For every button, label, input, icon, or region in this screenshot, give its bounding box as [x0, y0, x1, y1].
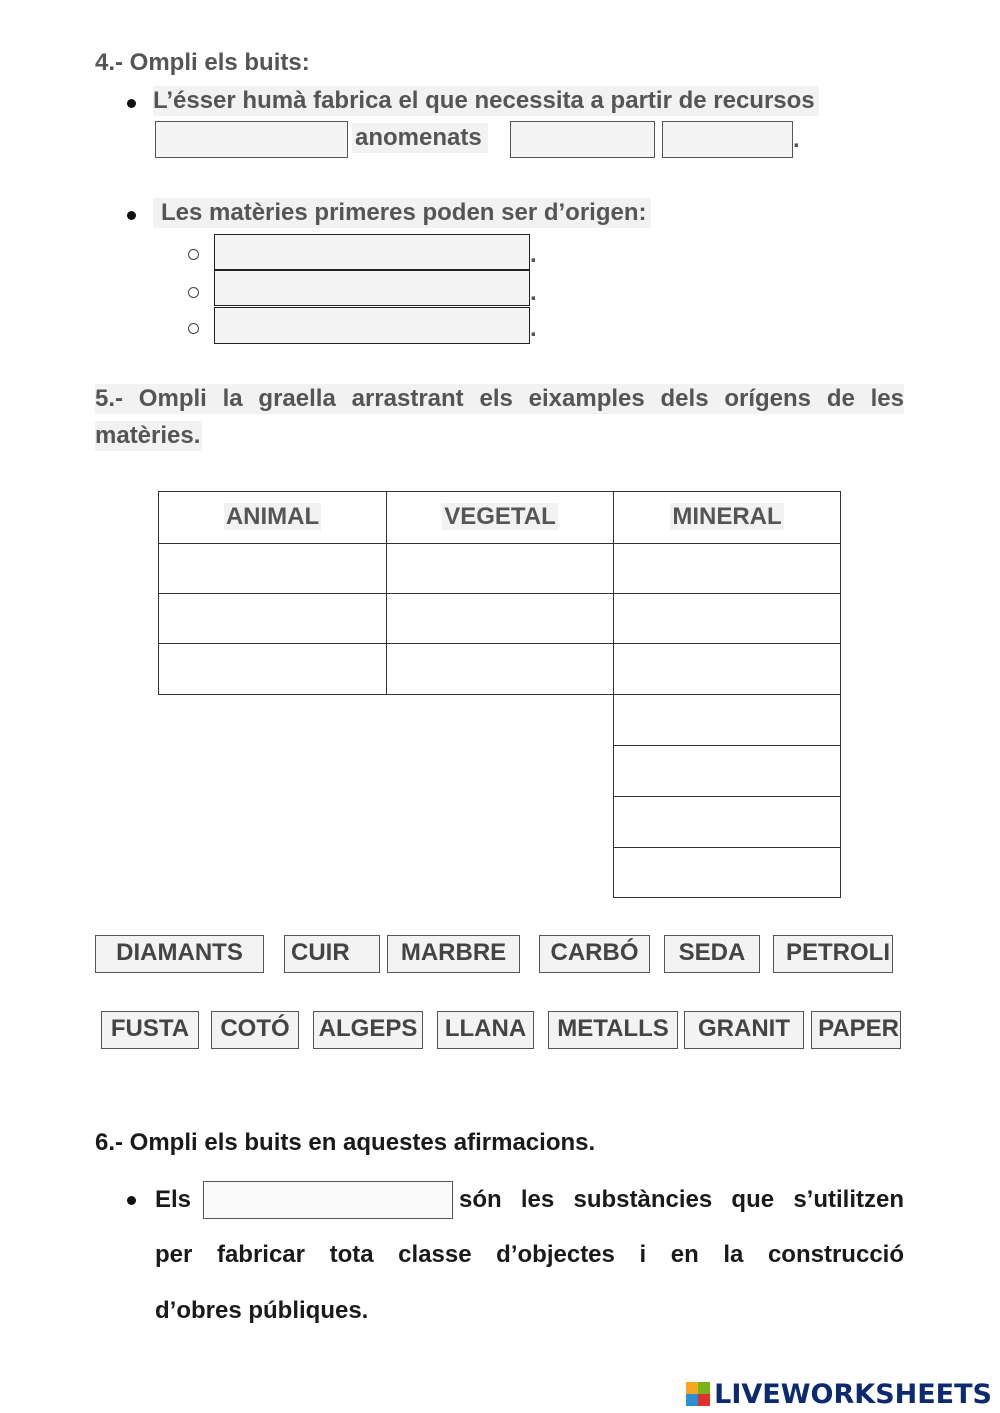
- table-drop-cell-mineral-3[interactable]: [613, 643, 841, 695]
- q6-line3: d’obres públiques.: [155, 1297, 369, 1324]
- drag-chip[interactable]: FUSTA: [101, 1011, 199, 1049]
- drag-chip[interactable]: LLANA: [437, 1011, 534, 1049]
- q4-blank-name-1[interactable]: [510, 121, 655, 158]
- table-drop-cell-mineral-7[interactable]: [613, 847, 841, 898]
- circle-bullet-icon: [188, 287, 199, 298]
- bullet-icon: [127, 211, 136, 220]
- q4-bullet2-text: Les matèries primeres poden ser d’origen:: [153, 198, 651, 228]
- q4-title: 4.- Ompli els buits:: [95, 49, 310, 76]
- table-drop-cell-mineral-4[interactable]: [613, 694, 841, 746]
- circle-bullet-icon: [188, 249, 199, 260]
- q4-origin-blank-1[interactable]: [214, 234, 530, 270]
- q4-blank-resources[interactable]: [155, 121, 348, 158]
- q4-period: .: [530, 279, 537, 306]
- q5-title-line1: 5.- Ompli la graella arrastrant els eixamples dels orígens de les: [95, 385, 904, 412]
- drag-chip[interactable]: CARBÓ: [539, 935, 650, 973]
- drag-chip[interactable]: GRANIT: [684, 1011, 804, 1049]
- q4-blank-name-2[interactable]: [662, 121, 793, 158]
- table-drop-cell-animal-3[interactable]: [158, 643, 387, 695]
- table-header-animal: ANIMAL: [225, 503, 320, 530]
- q6-line2: per fabricar tota classe d’objectes i en la construcció: [155, 1241, 904, 1268]
- circle-bullet-icon: [188, 323, 199, 334]
- table-drop-cell-mineral-2[interactable]: [613, 593, 841, 644]
- table-drop-cell-animal-1[interactable]: [158, 543, 387, 594]
- drag-chip[interactable]: MARBRE: [387, 935, 520, 973]
- table-header-mineral: MINERAL: [672, 503, 782, 530]
- liveworksheets-brand: LIVEWORKSHEETS: [714, 1378, 992, 1410]
- q4-bullet1-text: L’ésser humà fabrica el que necessita a partir de recursos: [153, 86, 819, 116]
- drag-chip[interactable]: COTÓ: [211, 1011, 299, 1049]
- q4-origin-blank-2[interactable]: [214, 270, 530, 306]
- table-drop-cell-mineral-1[interactable]: [613, 543, 841, 594]
- q4-period: .: [793, 126, 800, 153]
- liveworksheets-logo-icon: [686, 1382, 710, 1406]
- drag-chip[interactable]: DIAMANTS: [95, 935, 264, 973]
- q4-origin-blank-3[interactable]: [214, 307, 530, 344]
- table-drop-cell-mineral-5[interactable]: [613, 745, 841, 797]
- table-header-vegetal: VEGETAL: [444, 503, 556, 530]
- q4-period: .: [530, 315, 537, 342]
- bullet-icon: [127, 1196, 136, 1205]
- q4-period: .: [530, 241, 537, 268]
- drag-chip[interactable]: PAPER: [811, 1011, 901, 1049]
- drag-chip[interactable]: SEDA: [664, 935, 760, 973]
- table-drop-cell-animal-2[interactable]: [158, 593, 387, 644]
- table-drop-cell-vegetal-3[interactable]: [386, 643, 614, 695]
- q4-anomenats-text: anomenats: [352, 123, 488, 153]
- drag-chip[interactable]: CUIR: [284, 935, 380, 973]
- q6-title: 6.- Ompli els buits en aquestes afirmacions.: [95, 1129, 596, 1156]
- drag-chip[interactable]: METALLS: [548, 1011, 678, 1049]
- liveworksheets-logo: [686, 1377, 992, 1411]
- drag-chip[interactable]: PETROLI: [773, 935, 893, 973]
- drag-chip[interactable]: ALGEPS: [313, 1011, 423, 1049]
- table-drop-cell-vegetal-2[interactable]: [386, 593, 614, 644]
- table-drop-cell-mineral-6[interactable]: [613, 796, 841, 848]
- bullet-icon: [127, 99, 136, 108]
- q6-blank[interactable]: [203, 1181, 453, 1219]
- q6-line1-end: són les substàncies que s’utilitzen: [459, 1186, 904, 1213]
- q6-line1-start: Els: [155, 1186, 192, 1213]
- q5-title-line2: matèries.: [95, 422, 201, 449]
- table-drop-cell-vegetal-1[interactable]: [386, 543, 614, 594]
